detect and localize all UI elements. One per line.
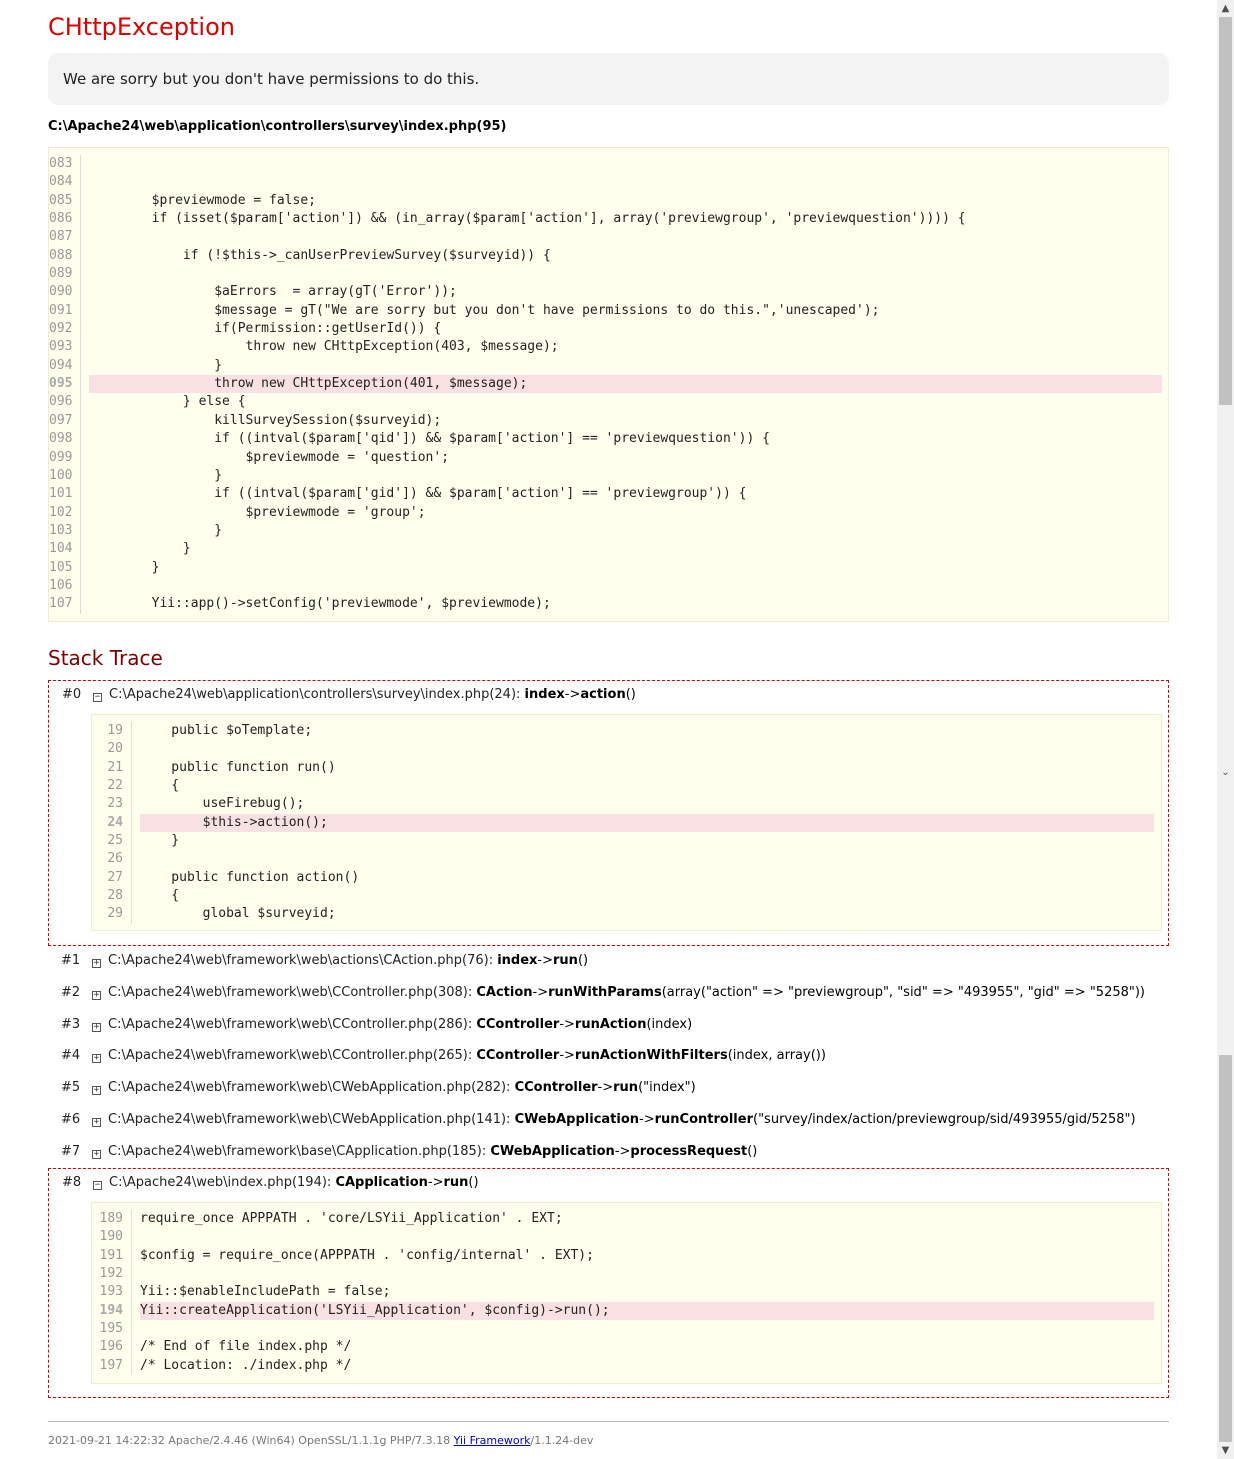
line-content: require_once APPPATH . 'core/LSYii_Application' . EXT; [140,1211,563,1226]
source-code-block [48,147,1169,622]
code-line [92,850,1161,868]
line-content: { [140,778,180,794]
code-line [92,1357,1161,1375]
trace-class: CApplication [335,1175,428,1190]
trace-arrow: -> [559,1017,575,1032]
line-content: /* Location: ./index.php */ [140,1357,352,1373]
trace-number: #8 [62,1175,82,1190]
code-line [49,357,1168,375]
trace-method: runWithParams [548,985,662,1000]
trace-file-path: C:\Apache24\web\index.php(194): [109,1175,336,1190]
expand-icon[interactable]: + [93,990,100,1000]
line-number: 189 [92,1210,132,1228]
line-content: } [89,541,191,557]
trace-arrow: -> [597,1080,614,1095]
trace-header[interactable] [61,1078,696,1098]
highlighted-code-line [92,814,1161,832]
line-content: public $oTemplate; [140,723,313,738]
line-number: 088 [49,247,81,265]
code-line [92,887,1161,905]
trace-arrow: -> [614,1144,631,1159]
trace-header[interactable] [61,983,1145,1003]
line-number: 086 [49,210,81,228]
trace-args: () [747,1144,758,1159]
trace-class: CController [476,1017,560,1032]
code-line [49,155,1168,173]
trace-method: run [443,1175,469,1190]
trace-file-path: C:\Apache24\web\framework\web\CWebApplication.php(141): [108,1112,515,1127]
line-number: 090 [49,283,81,301]
code-line [49,412,1168,430]
trace-header[interactable] [62,1173,479,1193]
code-line [49,540,1168,558]
code-line [49,449,1168,467]
code-line [49,522,1168,540]
line-number: 25 [92,832,132,850]
expand-icon[interactable]: + [93,1053,100,1063]
trace-method: runController [654,1112,753,1127]
line-number: 191 [92,1247,132,1265]
expand-icon[interactable]: + [93,1117,100,1127]
trace-number: #4 [61,1048,81,1063]
line-number: 194 [92,1302,132,1320]
code-line [49,320,1168,338]
code-line [92,905,1161,923]
code-line [92,1283,1161,1301]
code-line [49,595,1168,613]
trace-method: action [580,687,626,702]
trace-number: #5 [61,1080,81,1095]
trace-file-path: C:\Apache24\web\framework\web\actions\CAction.php(76): [108,953,498,968]
line-content: Yii::createApplication('LSYii_Application', $config)->run(); [140,1302,1154,1320]
trace-class: CController [514,1080,598,1095]
stack-trace-heading: Stack Trace [48,646,163,670]
line-number: 192 [92,1265,132,1283]
code-line [49,504,1168,522]
vertical-scrollbar[interactable] [1217,0,1234,1459]
line-content: $config = require_once(APPPATH . 'config/internal' . EXT); [140,1247,594,1263]
line-number: 083 [49,155,81,173]
trace-item-5 [48,1078,1169,1100]
footer-version: /1.1.24-dev [530,1434,594,1447]
line-number: 21 [92,759,132,777]
collapse-icon[interactable]: − [94,1180,101,1190]
line-number: 26 [92,850,132,868]
line-number: 094 [49,357,81,375]
scrollbar-thumb[interactable] [1219,17,1232,405]
trace-item-6 [48,1110,1169,1132]
line-content: } [89,522,223,538]
trace-number: #1 [61,953,81,968]
line-number: 093 [49,338,81,356]
code-line [49,173,1168,191]
line-content: $aErrors = array(gT('Error')); [89,284,457,300]
trace-header[interactable] [61,1046,826,1066]
trace-header[interactable] [62,685,636,705]
line-content: useFirebug(); [140,796,305,812]
trace-args: (index) [646,1017,693,1032]
line-number: 099 [49,449,81,467]
line-content: public function action() [140,869,360,885]
code-line [49,430,1168,448]
code-line [92,759,1161,777]
trace-arrow: -> [559,1048,575,1063]
line-number: 23 [92,795,132,813]
code-line [92,1265,1161,1283]
line-content: Yii::$enableIncludePath = false; [140,1284,391,1300]
line-number: 196 [92,1338,132,1356]
line-number: 24 [92,814,132,832]
trace-file-path: C:\Apache24\web\framework\web\CWebApplication.php(282): [108,1080,515,1095]
line-number: 195 [92,1320,132,1338]
line-content: /* End of file index.php */ [140,1339,352,1355]
code-line [49,338,1168,356]
footer-divider [48,1421,1169,1422]
line-number: 097 [49,412,81,430]
trace-header[interactable] [61,1015,692,1035]
trace-method: runActionWithFilters [574,1048,728,1063]
scrollbar-track-lower[interactable] [1219,1055,1232,1442]
trace-item-8 [48,1168,1169,1398]
line-content: if ((intval($param['qid']) && $param['action'] == 'previewquestion')) { [89,431,770,447]
code-line [92,777,1161,795]
highlighted-code-line [92,1302,1161,1320]
line-number: 22 [92,777,132,795]
trace-class: index [524,687,565,702]
trace-arrow: -> [532,985,549,1000]
highlighted-code-line [49,375,1168,393]
line-number: 089 [49,265,81,283]
trace-class: CAction [476,985,533,1000]
trace-item-2 [48,983,1169,1005]
line-content: $message = gT("We are sorry but you don't have permissions to do this.",'unescaped'); [89,302,880,318]
yii-framework-link[interactable]: Yii Framework [453,1434,531,1447]
line-number: 100 [49,467,81,485]
line-number: 29 [92,905,132,923]
line-number: 085 [49,192,81,210]
line-number: 28 [92,887,132,905]
code-line [92,1210,1161,1228]
trace-arrow: -> [639,1112,655,1127]
line-number: 190 [92,1228,132,1246]
line-content: { [140,888,180,904]
line-number: 102 [49,504,81,522]
trace-header[interactable] [61,1142,757,1162]
trace-item-7 [48,1142,1169,1164]
code-line [49,577,1168,595]
line-number: 197 [92,1357,132,1375]
trace-method: runAction [574,1017,647,1032]
trace-args: (index, array()) [727,1048,826,1063]
trace-class: CWebApplication [490,1144,615,1159]
line-content: } else { [89,394,246,410]
trace-code-block [91,714,1162,931]
source-file-path: C:\Apache24\web\application\controllers\survey\index.php(95) [48,119,507,134]
trace-class: CWebApplication [514,1112,640,1127]
line-content: if (isset($param['action']) && (in_array($param['action'], array('previewgroup', 'previewquestion')))) { [89,211,966,227]
code-line [92,740,1161,758]
line-content: if(Permission::getUserId()) { [89,321,442,337]
line-content: $previewmode = false; [89,192,316,208]
trace-item-1 [48,951,1169,973]
code-line [49,467,1168,485]
trace-file-path: C:\Apache24\web\framework\web\CController.php(308): [108,985,477,1000]
line-number: 092 [49,320,81,338]
line-number: 105 [49,559,81,577]
code-line [92,722,1161,740]
trace-method: processRequest [630,1144,748,1159]
trace-args: ("survey/index/action/previewgroup/sid/493955/gid/5258") [753,1112,1136,1127]
line-content: } [89,559,160,575]
code-line [49,559,1168,577]
scroll-up-arrow-icon[interactable]: ▲ [1221,3,1230,14]
trace-file-path: C:\Apache24\web\framework\web\CController.php(265): [108,1048,477,1063]
trace-arrow: -> [427,1175,444,1190]
line-number: 087 [49,228,81,246]
trace-args: () [468,1175,479,1190]
trace-arrow: -> [537,953,554,968]
line-number: 101 [49,485,81,503]
line-number: 104 [49,540,81,558]
trace-item-3 [48,1015,1169,1037]
line-number: 27 [92,869,132,887]
code-line [49,247,1168,265]
code-line [92,1247,1161,1265]
line-number: 107 [49,595,81,613]
line-number: 098 [49,430,81,448]
expand-icon[interactable]: + [93,1085,100,1095]
trace-number: #7 [61,1144,81,1159]
scroll-down-arrow-icon[interactable]: ▼ [1221,1445,1230,1456]
line-content: throw new CHttpException(401, $message); [89,375,1162,393]
trace-method: run [613,1080,639,1095]
trace-item-0 [48,680,1169,946]
line-number: 19 [92,722,132,740]
trace-item-4 [48,1046,1169,1068]
line-number: 106 [49,577,81,595]
trace-number: #0 [62,687,82,702]
code-line [49,283,1168,301]
expand-icon[interactable]: + [93,1022,100,1032]
line-content: } [140,833,180,849]
trace-number: #6 [61,1112,81,1127]
code-line [49,210,1168,228]
footer [48,1434,593,1447]
line-content: throw new CHttpException(403, $message); [89,339,559,355]
code-line [49,393,1168,411]
line-content: } [89,357,223,373]
line-content: public function run() [140,759,336,775]
trace-class: index [497,953,538,968]
trace-file-path: C:\Apache24\web\framework\web\CController.php(286): [108,1017,477,1032]
line-content: } [89,467,223,483]
expand-icon[interactable]: + [93,958,100,968]
code-line [49,228,1168,246]
code-line [49,302,1168,320]
trace-method: run [553,953,578,968]
trace-file-path: C:\Apache24\web\framework\base\CApplication.php(185): [108,1144,491,1159]
code-line [92,832,1161,850]
code-line [92,1320,1161,1338]
code-line [49,485,1168,503]
line-number: 095 [49,375,81,393]
trace-number: #2 [61,985,81,1000]
trace-arrow: -> [564,687,581,702]
code-line [49,265,1168,283]
trace-header[interactable] [61,951,588,971]
line-number: 193 [92,1283,132,1301]
trace-number: #3 [61,1017,81,1032]
chevron-down-icon[interactable]: ⌄ [1221,767,1230,778]
line-number: 084 [49,173,81,191]
trace-file-path: C:\Apache24\web\application\controllers\survey\index.php(24): [109,687,525,702]
trace-class: CController [476,1048,560,1063]
collapse-icon[interactable]: − [94,692,101,702]
code-line [92,1338,1161,1356]
line-content: killSurveySession($surveyid); [89,412,442,428]
line-number: 103 [49,522,81,540]
line-content: Yii::app()->setConfig('previewmode', $previewmode); [89,596,551,612]
code-line [92,869,1161,887]
code-line [92,1228,1161,1246]
code-line [92,795,1161,813]
error-message: We are sorry but you don't have permissions to do this. [48,53,1169,105]
trace-args: () [577,953,589,968]
code-line [49,192,1168,210]
footer-server-info: 2021-09-21 14:22:32 Apache/2.4.46 (Win64) OpenSSL/1.1.1g PHP/7.3.18 [48,1434,454,1447]
line-content: if (!$this->_canUserPreviewSurvey($surveyid)) { [89,247,551,263]
trace-code-block [91,1202,1162,1384]
line-number: 20 [92,740,132,758]
line-number: 096 [49,393,81,411]
expand-icon[interactable]: + [93,1149,100,1159]
line-content: $previewmode = 'question'; [89,449,450,465]
line-content: global $surveyid; [140,906,336,922]
trace-args: ("index") [638,1080,696,1095]
line-content: $this->action(); [140,814,1154,832]
trace-header[interactable] [61,1110,1136,1130]
trace-args: (array("action" => "previewgroup", "sid" => "493955", "gid" => "5258")) [661,985,1146,1000]
trace-args: () [625,687,636,702]
line-content: $previewmode = 'group'; [89,504,426,520]
page-title: CHttpException [48,13,235,41]
line-content: if ((intval($param['gid']) && $param['action'] == 'previewgroup')) { [89,486,747,502]
line-number: 091 [49,302,81,320]
